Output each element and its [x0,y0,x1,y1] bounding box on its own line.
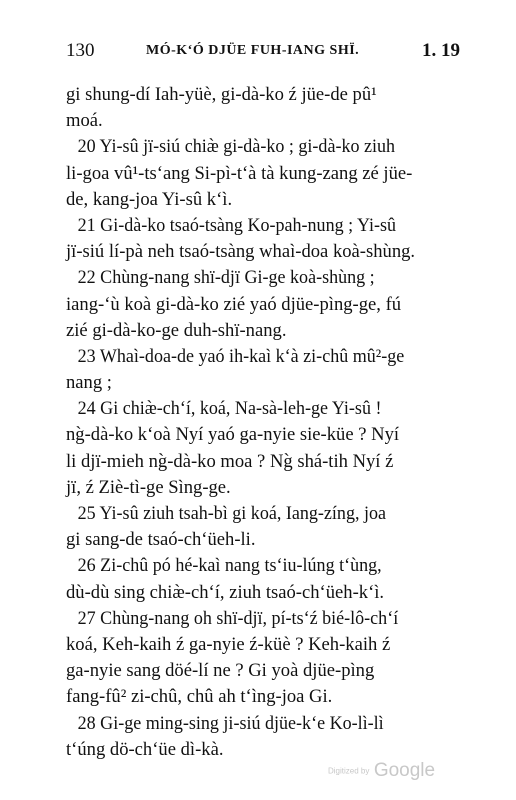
google-logo-text: Google [373,760,436,781]
text-line: gi sang-de tsaó-ch‘üeh-li. [66,529,256,551]
chapter-verse-ref: 1. 19 [422,40,460,61]
text-line: 24 Gi chiæ̀-ch‘í, koá, Na-sà-leh-ge Yi-sû ! [77,398,382,420]
text-line: zié gi-dà-ko-ge duh-shï-nang. [66,319,287,341]
text-line: 20 Yi-sû jï-siú chiæ̀ gi-dà-ko ; gi-dà-ko ziuh [77,136,396,158]
page-body [66,82,466,763]
text-line: ga-nyie sang döé-lí ne ? Gi yoà djüe-pìng [66,660,375,682]
text-line: 27 Chùng-nang oh shï-djï, pí-ts‘ź bié-lô-ch‘í [77,607,399,629]
text-line: 25 Yi-sû ziuh tsah-bì gi koá, Iang-zíng, joa [77,503,387,524]
text-line: li djï-mieh ng̀-dà-ko moa ? Ng̀ shá-tih Nyí ź [66,450,394,472]
text-line: moá. [66,110,103,132]
text-line: ng̀-dà-ko k‘oà Nyí yaó ga-nyie sie-küe ? Nyí [66,424,400,446]
text-line: 26 Zi-chû pó hé-kaì nang ts‘iu-lúng t‘ùng, [77,555,382,577]
text-line: iang-‘ù koà gi-dà-ko zié yaó djüe-pìng-ge, fú [66,293,402,315]
text-line: 21 Gi-dà-ko tsaó-tsàng Ko-pah-nung ; Yi-sû [77,214,397,236]
text-line: gi shung-dí Iah-yüè, gi-dà-ko ź jüe-de pû¹ [66,84,377,105]
text-line: fang-fû² zi-chû, chû ah t‘ìng-joa Gi. [66,686,333,708]
watermark-prefix: Digitized by [328,766,370,776]
page-number: 130 [66,40,95,61]
running-title: MÓ-K‘Ó DJÜE FUH-IANG SHÏ. [146,43,360,58]
digitized-watermark [328,760,435,782]
running-header [66,40,460,64]
text-line: dù-dù sing chiæ̀-ch‘í, ziuh tsaó-ch‘üeh-k‘ì. [66,581,385,603]
text-line: 28 Gi-ge ming-sing ji-siú djüe-k‘e Ko-lì-lì [77,712,384,734]
text-line: 22 Chùng-nang shï-djï Gi-ge koà-shùng ; [77,267,375,289]
text-line: jï-siú lí-pà neh tsaó-tsàng whaì-doa koà-shùng. [66,241,416,263]
text-line: t‘úng dö-ch‘üe dì-kà. [66,738,224,760]
text-line: koá, Keh-kaih ź ga-nyie ź-küè ? Keh-kaih ź [66,633,391,655]
text-line: jï, ź Ziè-tì-ge Sìng-ge. [66,476,231,498]
text-line: 23 Whaì-doa-de yaó ih-kaì k‘à zi-chû mû²-ge [77,345,405,367]
text-line: nang ; [66,372,112,394]
text-line: li-goa vû¹-ts‘ang Si-pì-t‘à tà kung-zang zé jüe- [66,162,413,184]
text-line: de, kang-joa Yi-sû k‘ì. [66,188,233,210]
